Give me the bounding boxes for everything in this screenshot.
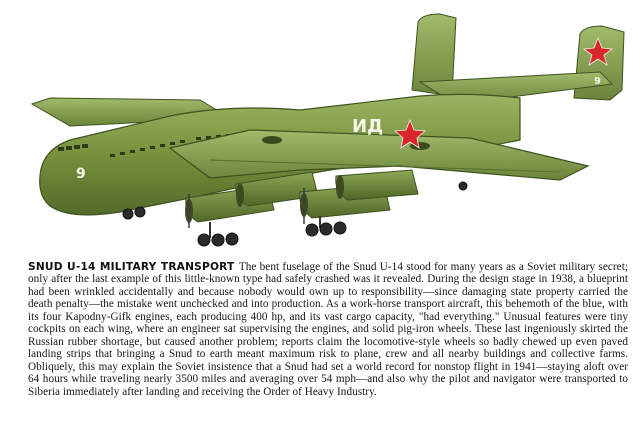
tail-number: 9 — [594, 76, 601, 87]
article-body: The bent fuselage of the Snud U-14 stood for many years as a Soviet military secret; only after the last example of this little-known type had safely crashed was it revealed. During the design stage in 1938, a blueprint had been wrinkled accidentally and because nobody would own up to responsibility—since damaging state property carried the death penalty—the mistake went unchecked and into production. As a work-horse transport aircraft, this behemoth of the blue, with its four Kapodny-Gifk engines, each producing 400 hp, and its vast cargo capacity, "had everything." Unusual features were tiny cockpits on each wing, where an engineer sat supervising the engines, and solid pig-iron wheels. These last ingeniously skirted the Russian rubber shortage, but caused another problem; reports claim the locomotive-style wheels so badly chewed up even paved landing strips that bringing a Snud to earth meant maximum risk to plane, crew and all nearby buildings and collective farms. Obliquely, this may explain the Soviet insistence that a Snud had set a world record for nonstop flight in 1941—staying aloft over 64 hours while traveling nearly 3500 miles and averaging over 54 mph—and also why the pilot and navigator were transported to Siberia immediately after landing and receiving the Order of Heavy Industry. — [28, 261, 629, 398]
tail-fin-right — [574, 26, 624, 100]
fuselage-code: ИД — [352, 116, 384, 137]
article-caption — [28, 261, 628, 398]
engine-nacelle-4 — [336, 170, 418, 200]
nose-number: 9 — [76, 166, 86, 182]
article-title: SNUD U-14 MILITARY TRANSPORT — [28, 261, 239, 273]
wing-cockpit-left — [262, 136, 282, 144]
